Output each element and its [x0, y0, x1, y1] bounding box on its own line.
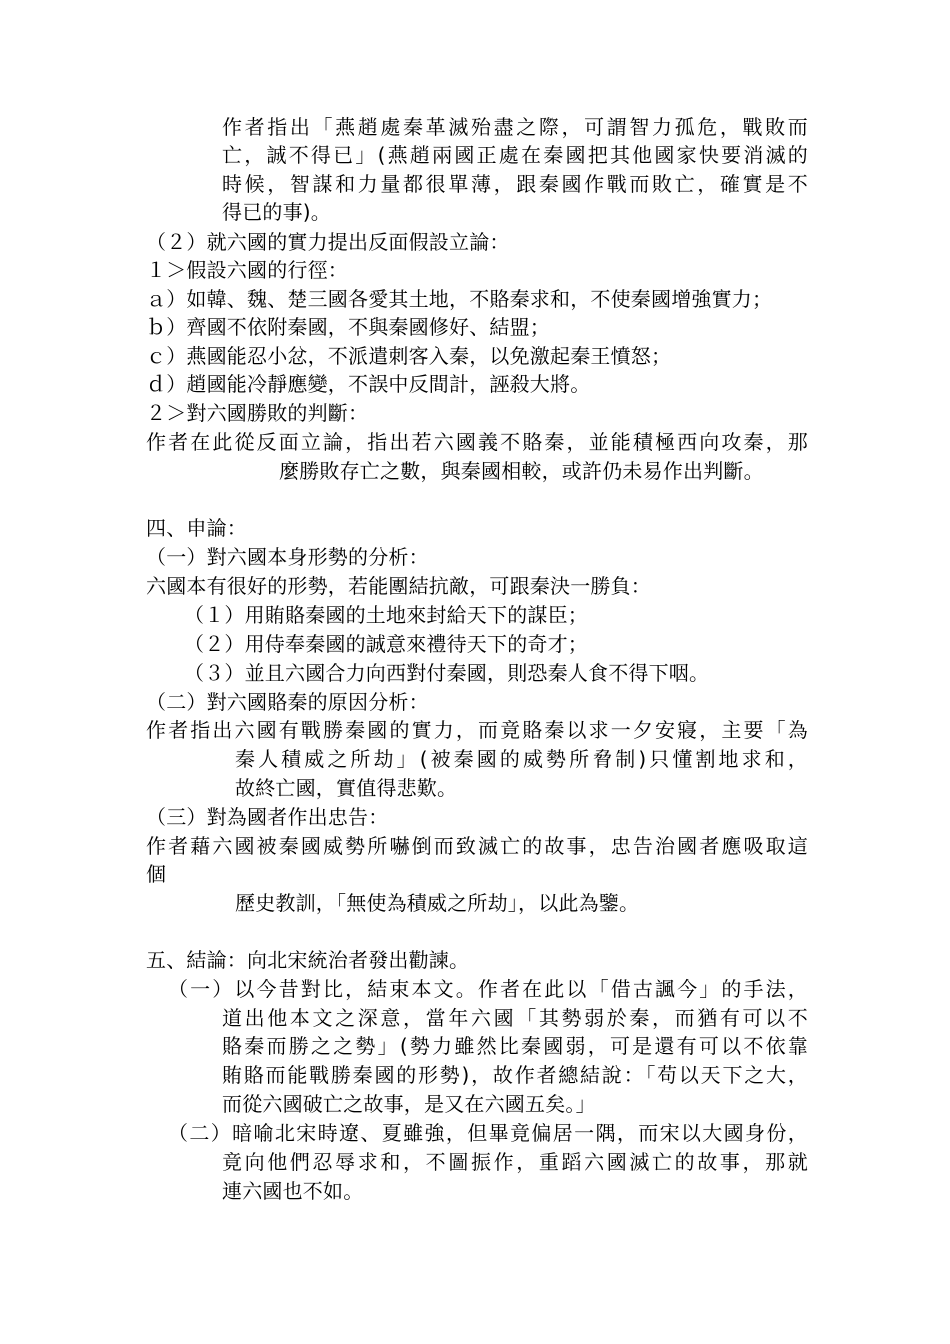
part2-item-a: ａ）如韓、魏、楚三國各愛其土地，不賂秦求和，不使秦國增強實力； [146, 287, 773, 311]
section4-b-line-3: 故終亡國，實值得悲歎。 [235, 776, 458, 800]
intro-line-2: 亡，誠不得已」(燕趙兩國正處在秦國把其他國家快要消滅的 [222, 143, 808, 167]
section4-c-heading: （三）對為國者作出忠告： [146, 805, 389, 829]
intro-line-1: 作者指出「燕趙處秦革滅殆盡之際，可謂智力孤危，戰敗而 [222, 115, 808, 139]
part2-item-b: ｂ）齊國不依附秦國，不與秦國修好、結盟； [146, 315, 550, 339]
section4-a-intro: 六國本有很好的形勢，若能團結抗敵，可跟秦決一勝負： [146, 574, 651, 598]
section4-c-line-2: 個 [146, 862, 167, 886]
part2-judgement-line-2: 麼勝敗存亡之數，與秦國相較，或許仍未易作出判斷。 [279, 459, 764, 483]
section5-b-line-1: （二）暗喻北宋時遼、夏雖強，但畢竟偏居一隅，而宋以大國身份， [168, 1121, 808, 1145]
section4-b-heading: （二）對六國賂秦的原因分析： [146, 690, 429, 714]
part2-sub2-heading: ２＞對六國勝敗的判斷： [146, 401, 369, 425]
section4-c-line-1: 作者藉六國被秦國威勢所嚇倒而致滅亡的故事，忠告治國者應吸取這 [146, 834, 808, 858]
section5-b-line-3: 連六國也不如。 [222, 1179, 364, 1203]
part2-item-c: ｃ）燕國能忍小忿，不派遣刺客入秦，以免激起秦王憤怒； [146, 344, 672, 368]
section5-heading: 五、結論：向北宋統治者發出勸諫。 [146, 948, 470, 972]
section4-b-line-1: 作者指出六國有戰勝秦國的實力，而竟賂秦以求一夕安寢，主要「為 [146, 718, 808, 742]
intro-line-3: 時候，智謀和力量都很單薄，跟秦國作戰而敗亡，確實是不 [222, 172, 808, 196]
part2-heading: （２）就六國的實力提出反面假設立論： [146, 230, 510, 254]
intro-line-4: 得已的事)。 [222, 200, 332, 224]
section5-a-line-1: （一）以今昔對比，結束本文。作者在此以「借古諷今」的手法， [168, 977, 808, 1001]
section5-b-line-2: 竟向他們忍辱求和，不圖振作，重蹈六國滅亡的故事，那就 [222, 1150, 808, 1174]
section4-a-item-3: （３）並且六國合力向西對付秦國，則恐秦人食不得下咽。 [184, 661, 710, 685]
section5-a-line-2: 道出他本文之深意，當年六國「其勢弱於秦，而猶有可以不 [222, 1006, 808, 1030]
section5-a-line-4: 賄賂而能戰勝秦國的形勢)，故作者總結說：「苟以天下之大， [222, 1063, 808, 1087]
section5-a-line-3: 賂秦而勝之之勢」(勢力雖然比秦國弱，可是還有可以不依靠 [222, 1034, 808, 1058]
section4-heading: 四、申論： [146, 516, 247, 540]
section4-a-item-1: （１）用賄賂秦國的土地來封給天下的謀臣； [184, 603, 588, 627]
part2-sub1-heading: １＞假設六國的行徑： [146, 258, 348, 282]
section4-a-item-2: （２）用侍奉秦國的誠意來禮待天下的奇才； [184, 632, 588, 656]
section5-a-line-5: 而從六國破亡之故事，是又在六國五矣。」 [222, 1092, 596, 1116]
part2-judgement-line-1: 作者在此從反面立論，指出若六國義不賂秦，並能積極西向攻秦，那 [146, 430, 808, 454]
section4-b-line-2: 秦人積威之所劫」(被秦國的威勢所脅制)只懂割地求和， [235, 747, 808, 771]
section4-a-heading: （一）對六國本身形勢的分析： [146, 545, 429, 569]
part2-item-d: ｄ）趙國能冷靜應變，不誤中反間計，誣殺大將。 [146, 372, 591, 396]
section4-c-line-3: 歷史教訓，「無使為積威之所劫」，以此為鑒。 [235, 891, 640, 915]
